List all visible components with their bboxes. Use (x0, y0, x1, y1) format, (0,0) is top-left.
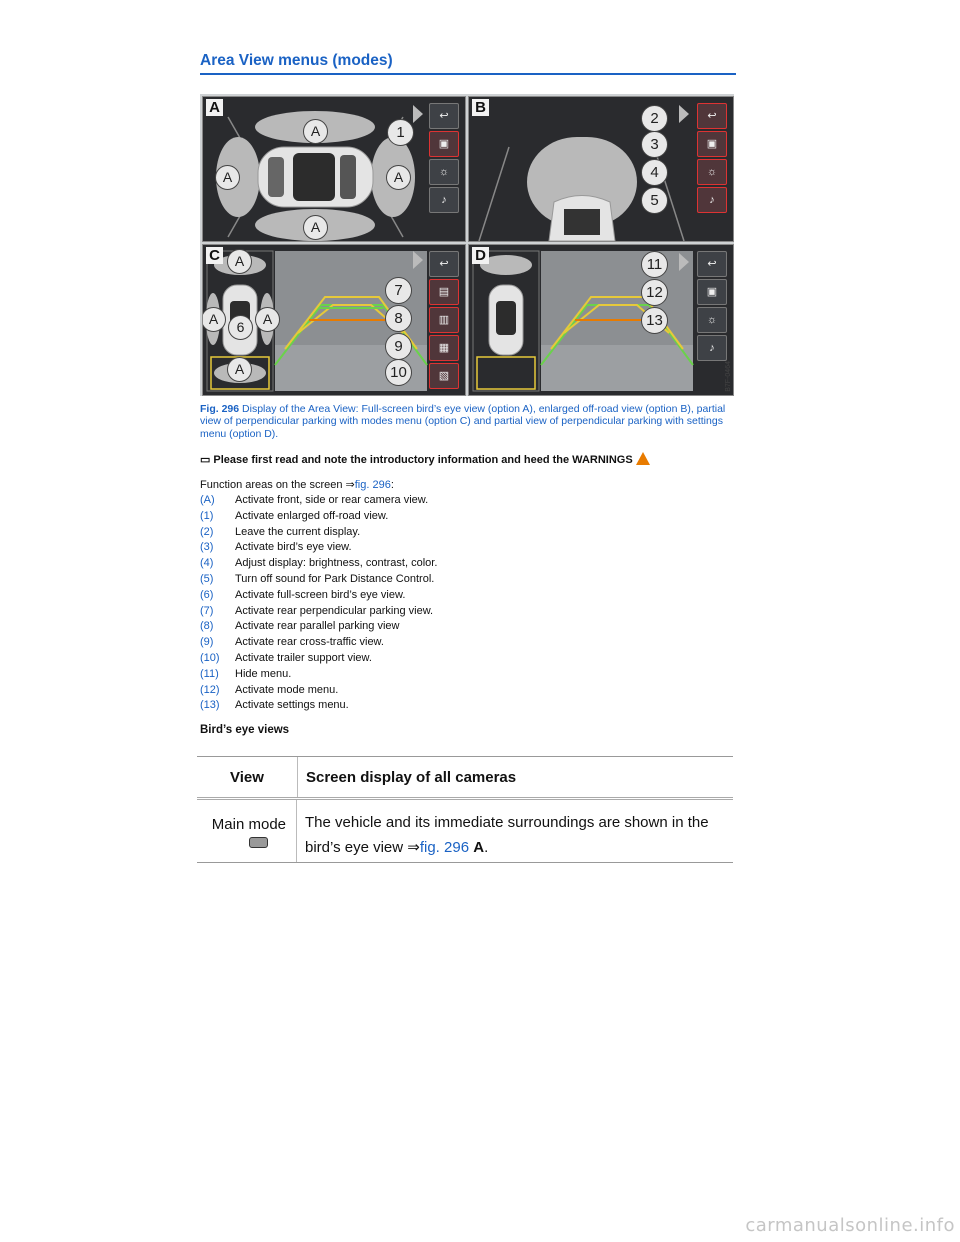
list-item: (A) Activate front, side or rear camera view. (200, 494, 429, 506)
callout-a: A (386, 165, 411, 190)
trailer-support-icon[interactable]: ▧ (429, 363, 459, 389)
back-arrow-icon[interactable]: ↩ (697, 251, 727, 277)
pdc-sound-off-icon[interactable]: ♪ (697, 187, 727, 213)
callout-6: 6 (228, 315, 253, 340)
panel-letter: C (206, 247, 223, 264)
back-arrow-icon[interactable]: ↩ (697, 103, 727, 129)
list-item: (1) Activate enlarged off-road view. (200, 509, 389, 522)
intro-text: Please first read and note the introductory information and heed the WARNINGS (213, 454, 633, 466)
list-item: (2) Leave the current display. (200, 525, 361, 538)
callout-12: 12 (641, 279, 668, 306)
birdseye-view-icon[interactable]: ▣ (697, 279, 727, 305)
function-lead-text: Function areas on the screen ⇒ (200, 479, 355, 491)
cell-display (297, 800, 733, 862)
callout-a: A (202, 307, 226, 332)
back-arrow-icon[interactable]: ↩ (429, 103, 459, 129)
callout-a: A (303, 119, 328, 144)
section-title: Bird’s eye views (200, 724, 290, 736)
table-row (197, 800, 733, 862)
function-list (200, 493, 734, 714)
callout-3: 3 (641, 131, 668, 158)
birdseye-views-table (197, 756, 733, 863)
table-header (197, 757, 733, 800)
panel-c (202, 244, 466, 396)
panel-a-birdseye-illustration (203, 97, 465, 241)
view-label: Main mode (211, 816, 286, 833)
list-item: (4) Adjust display: brightness, contrast, color. (200, 557, 438, 570)
caption-label: Fig. 296 (200, 403, 240, 415)
callout-2: 2 (641, 105, 668, 132)
panel-d (468, 244, 734, 396)
pdc-sound-off-icon[interactable]: ♪ (697, 335, 727, 361)
list-item: (12) Activate mode menu. (200, 683, 339, 696)
main-mode-icon (249, 837, 268, 848)
list-item: (3) Activate bird’s eye view. (200, 541, 352, 554)
book-icon: ▭ (200, 454, 211, 466)
panel-b-offroad-illustration (469, 97, 733, 241)
list-item: (7) Activate rear perpendicular parking view. (200, 604, 434, 617)
fig-296-link[interactable]: fig. 296 (419, 839, 470, 856)
list-item: (8) Activate rear parallel parking view (200, 620, 400, 633)
callout-8: 8 (385, 305, 412, 332)
function-lead-end: : (390, 479, 394, 491)
list-item: (10) Activate trailer support view. (200, 651, 372, 664)
callout-a: A (227, 357, 252, 382)
header-display: Screen display of all cameras (306, 769, 517, 786)
panel-letter: D (472, 247, 489, 264)
display-text: The vehicle and its immediate surroundings are shown in the bird’s eye view ⇒ (305, 814, 709, 856)
callout-a: A (303, 215, 328, 240)
settings-display-icon[interactable]: ☼ (697, 159, 727, 185)
figure-id: B7F-0464 (725, 361, 732, 392)
panel-letter: A (206, 99, 223, 116)
list-item: (9) Activate rear cross-traffic view. (200, 636, 384, 649)
cell-view (197, 800, 297, 862)
page-title: Area View menus (modes) (200, 52, 736, 75)
warning-icon (636, 452, 650, 465)
parallel-parking-icon[interactable]: ▥ (429, 307, 459, 333)
offroad-view-icon[interactable]: ▣ (429, 131, 459, 157)
panel-a (202, 96, 466, 242)
cross-traffic-icon[interactable]: ▦ (429, 335, 459, 361)
function-areas-lead (200, 478, 394, 491)
callout-4: 4 (641, 159, 668, 186)
birdseye-view-icon[interactable]: ▣ (697, 131, 727, 157)
intro-note (200, 452, 734, 466)
list-item: (6) Activate full-screen bird’s eye view. (200, 588, 406, 601)
back-arrow-icon[interactable]: ↩ (429, 251, 459, 277)
settings-display-icon[interactable]: ☼ (697, 307, 727, 333)
panel-letter: B (472, 99, 489, 116)
perpendicular-parking-icon[interactable]: ▤ (429, 279, 459, 305)
watermark: carmanualsonline.info (745, 1215, 955, 1236)
pdc-sound-off-icon[interactable]: ♪ (429, 187, 459, 213)
callout-5: 5 (641, 187, 668, 214)
callout-10: 10 (385, 359, 412, 386)
callout-13: 13 (641, 307, 668, 334)
callout-a: A (215, 165, 240, 190)
figure-296 (200, 94, 734, 396)
callout-9: 9 (385, 333, 412, 360)
list-item: (5) Turn off sound for Park Distance Control. (200, 572, 435, 585)
header-view: View (197, 757, 298, 797)
callout-11: 11 (641, 251, 668, 278)
settings-display-icon[interactable]: ☼ (429, 159, 459, 185)
panel-b (468, 96, 734, 242)
list-item: (11) Hide menu. (200, 667, 292, 680)
caption-text: Display of the Area View: Full-screen bird’s eye view (option A), enlarged off-road view (option B), partial view of perpendicular parking with modes menu (option C) and partial view of perpendicular parking with settings menu (option D). (200, 403, 726, 440)
callout-a: A (227, 249, 252, 274)
callout-a: A (255, 307, 280, 332)
display-bold: A (473, 839, 485, 856)
panel-d-parking-illustration (469, 245, 733, 395)
figure-caption (200, 403, 734, 440)
list-item: (13) Activate settings menu. (200, 699, 349, 712)
callout-7: 7 (385, 277, 412, 304)
callout-1: 1 (387, 119, 414, 146)
display-end: . (484, 839, 489, 856)
fig-296-link[interactable]: fig. 296 (354, 479, 391, 491)
